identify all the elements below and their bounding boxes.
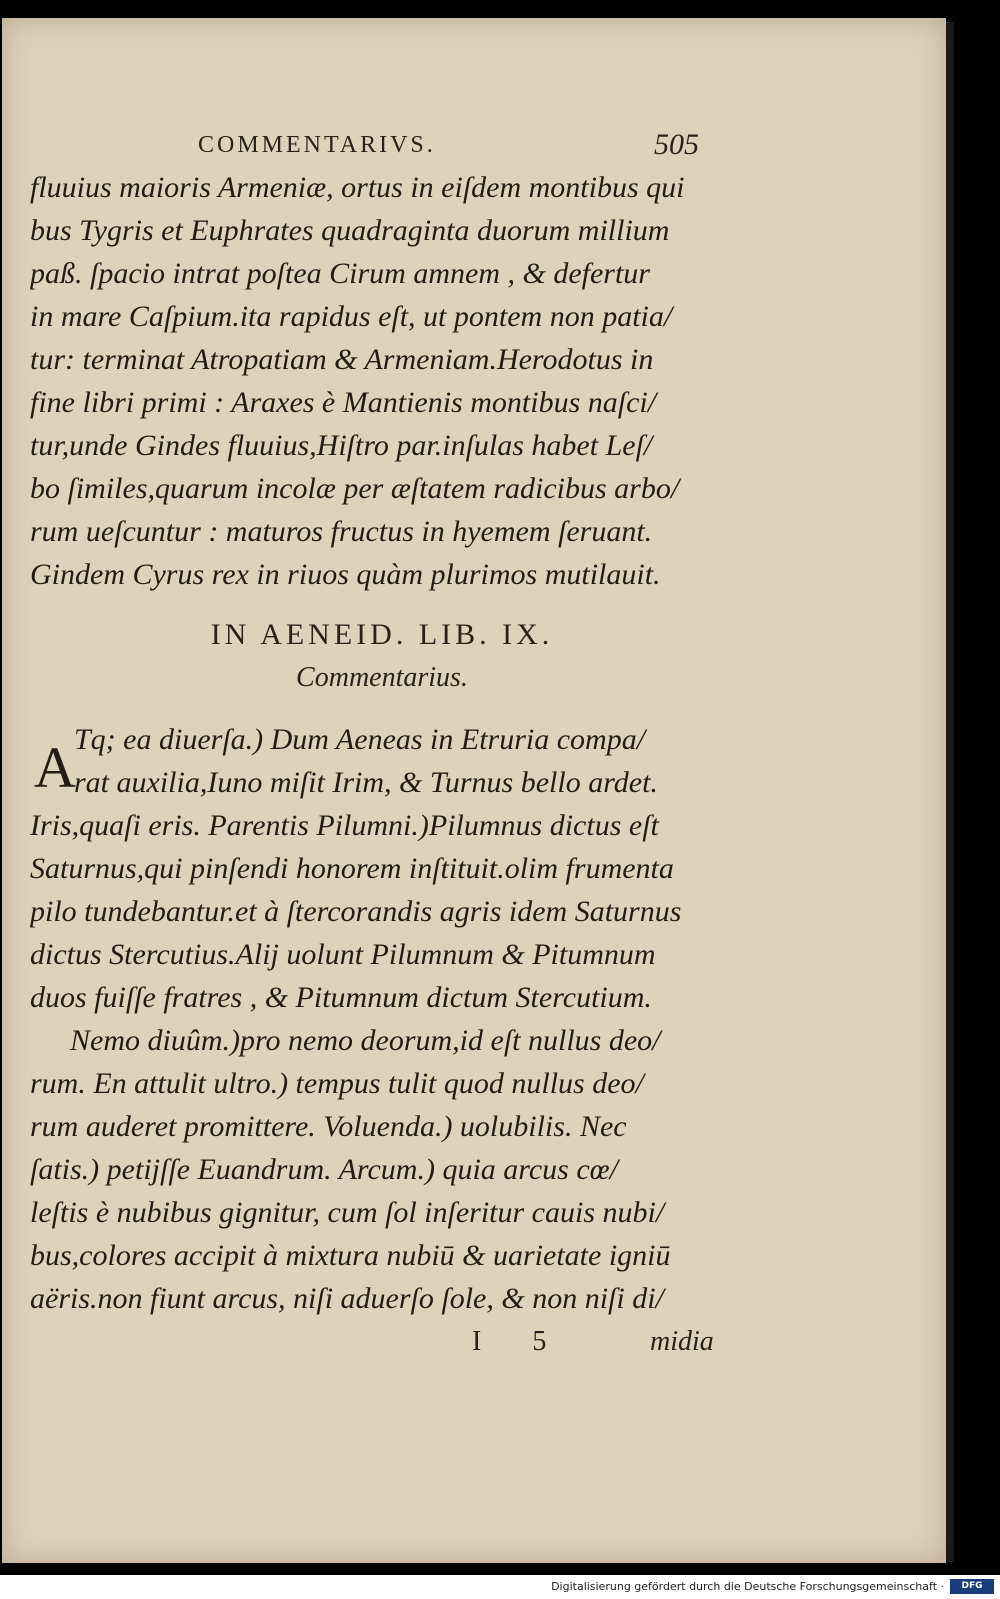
commentary-text-block-1 (30, 166, 730, 596)
section-heading: IN AENEID. LIB. IX. (210, 618, 554, 651)
text-line: dictus Stercutius.Alij uolunt Pilumnum & Pitumnum (30, 938, 656, 971)
page-header (2, 128, 946, 168)
drop-cap: A (34, 735, 76, 800)
page-footer (2, 1326, 946, 1366)
text-line: rum ueſcuntur : maturos fructus in hyemem ſeruant. (30, 515, 653, 548)
text-line: Iris,quaſi eris. Parentis Pilumni.)Pilumnus dictus eſt (30, 809, 659, 842)
commentary-text-block-2 (30, 718, 730, 1320)
text-line: in mare Caſpium.ita rapidus eſt, ut pontem non patia/ (30, 300, 673, 333)
credit-bar (0, 1575, 1000, 1599)
book-page (2, 18, 946, 1563)
text-line: Tq; ea diuerſa.) Dum Aeneas in Etruria compa/ (74, 723, 646, 756)
catchword: midia (650, 1326, 714, 1357)
section-subheading: Commentarius. (296, 662, 468, 693)
dfg-logo-icon: DFG (950, 1579, 994, 1594)
page-edge (946, 22, 954, 1562)
text-line: tur,unde Gindes fluuius,Hiſtro par.inſulas habet Leſ/ (30, 429, 653, 462)
text-line: paß. ſpacio intrat poſtea Cirum amnem , & defertur (30, 257, 650, 290)
text-line: aëris.non fiunt arcus, niſi aduerſo ſole, & non niſi di/ (30, 1282, 664, 1315)
text-line: leſtis è nubibus gignitur, cum ſol inſeritur cauis nubi/ (30, 1196, 665, 1229)
text-line: ſatis.) petijſſe Euandrum. Arcum.) quia arcus cœ/ (30, 1153, 619, 1186)
page-number: 505 (654, 128, 699, 161)
text-line: tur: terminat Atropatiam & Armeniam.Herodotus in (30, 343, 654, 376)
text-line: fine libri primi : Araxes è Mantienis montibus naſci/ (30, 386, 657, 419)
text-line: rum. En attulit ultro.) tempus tulit quod nullus deo/ (30, 1067, 644, 1100)
text-line: Nemo diuûm.)pro nemo deorum,id eſt nullus deo/ (70, 1024, 661, 1057)
signature-mark: I 5 (472, 1326, 569, 1357)
text-line: bo ſimiles,quarum incolæ per æſtatem radicibus arbo/ (30, 472, 680, 505)
text-line: rat auxilia,Iuno miſit Irim, & Turnus bello ardet. (74, 766, 658, 799)
text-line: bus,colores accipit à mixtura nubiū & uarietate igniū (30, 1239, 671, 1272)
text-line: fluuius maioris Armeniæ, ortus in eiſdem montibus qui (30, 171, 685, 204)
text-line: bus Tygris et Euphrates quadraginta duorum millium (30, 214, 670, 247)
text-line: pilo tundebantur.et à ſtercorandis agris idem Saturnus (30, 895, 682, 928)
credit-text: Digitalisierung gefördert durch die Deutsche Forschungsgemeinschaft · (551, 1580, 944, 1593)
text-line: rum auderet promittere. Voluenda.) uolubilis. Nec (30, 1110, 627, 1143)
text-line: duos fuiſſe fratres , & Pitumnum dictum Stercutium. (30, 981, 652, 1014)
text-line: Gindem Cyrus rex in riuos quàm plurimos mutilauit. (30, 558, 661, 591)
text-line: Saturnus,qui pinſendi honorem inſtituit.olim frumenta (30, 852, 674, 885)
running-title: COMMENTARIVS. (198, 132, 436, 158)
